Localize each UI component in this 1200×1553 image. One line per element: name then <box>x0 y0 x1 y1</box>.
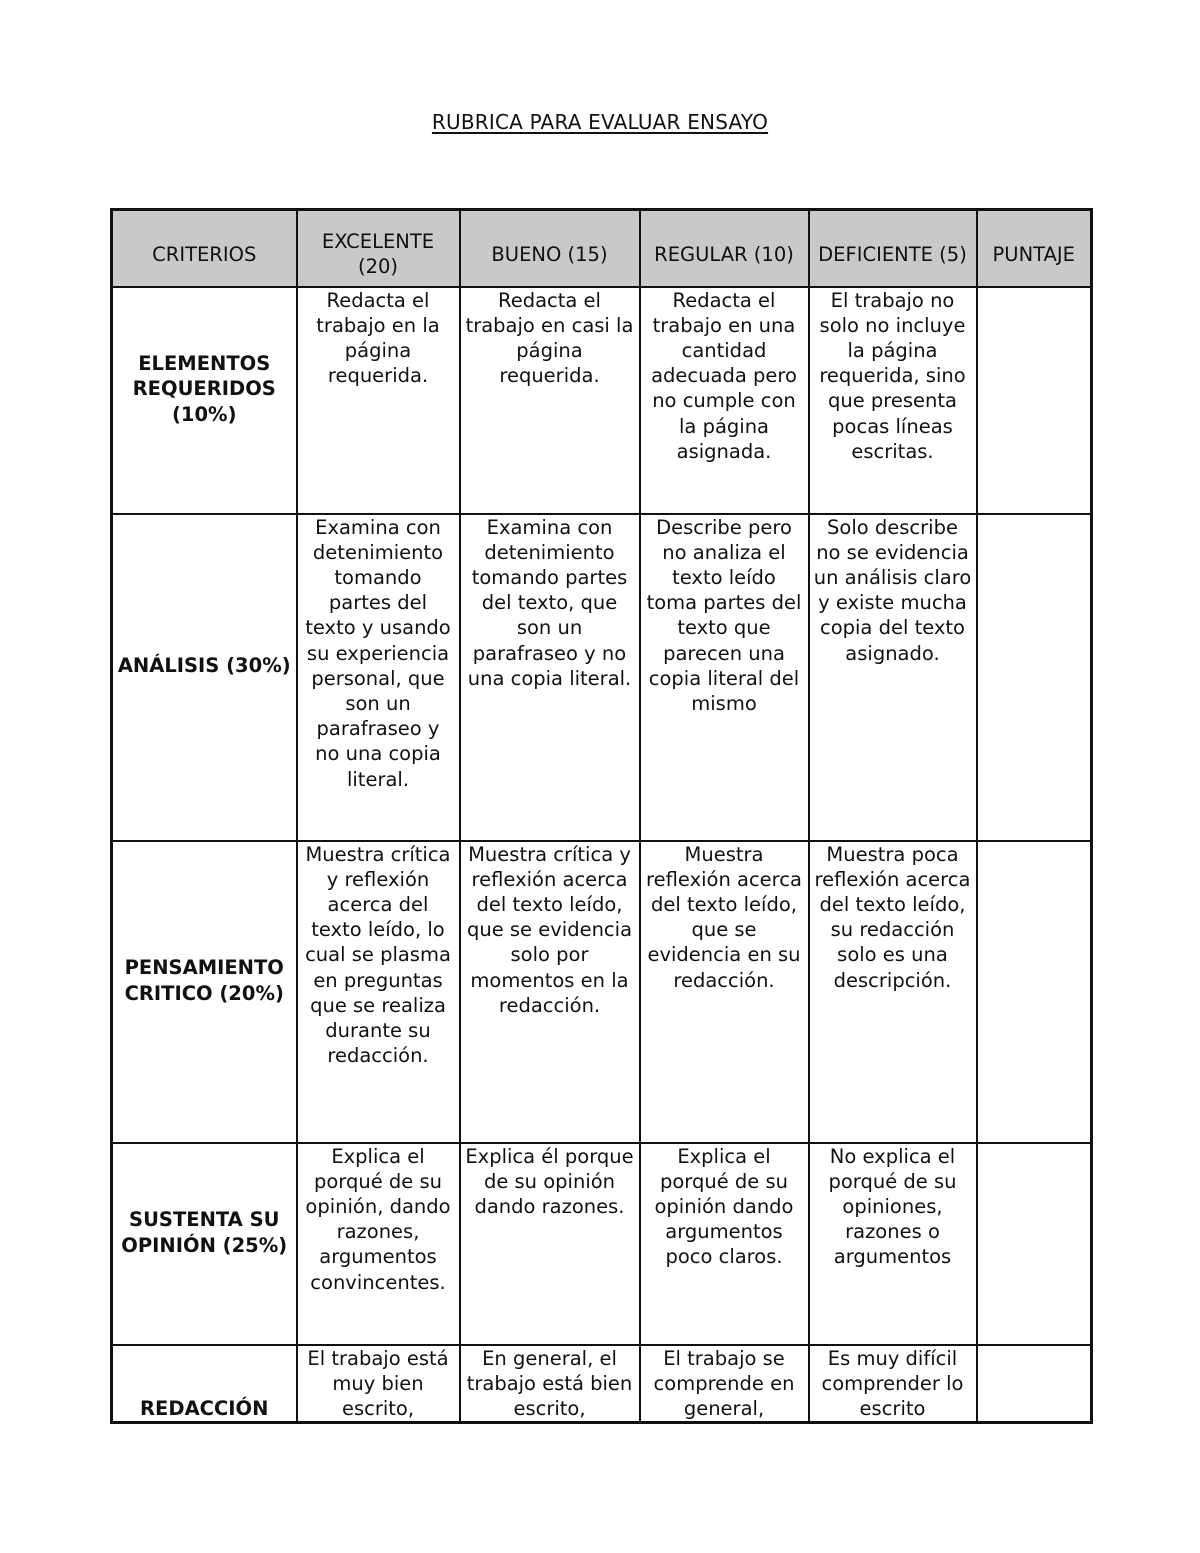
header-regular: REGULAR (10) <box>640 210 809 287</box>
header-puntaje: PUNTAJE <box>977 210 1092 287</box>
page-title: RUBRICA PARA EVALUAR ENSAYO <box>431 110 769 134</box>
deficiente-cell: Es muy difícil comprender lo escrito <box>809 1345 977 1423</box>
table-header-row <box>112 210 1092 287</box>
criterion-cell: PENSAMIENTO CRITICO (20%) <box>112 841 297 1143</box>
bueno-cell: Examina con detenimiento tomando partes del texto, que son un parafraseo y no una copia literal. <box>460 514 640 841</box>
criterion-cell: ELEMENTOS REQUERIDOS (10%) <box>112 287 297 514</box>
table-row <box>112 1345 1092 1423</box>
deficiente-cell: Solo describe no se evidencia un análisis claro y existe mucha copia del texto asignado. <box>809 514 977 841</box>
deficiente-cell: El trabajo no solo no incluye la página requerida, sino que presenta pocas líneas escritas. <box>809 287 977 514</box>
regular-cell: Muestra reflexión acerca del texto leído, que se evidencia en su redacción. <box>640 841 809 1143</box>
deficiente-cell: Muestra poca reflexión acerca del texto leído, su redacción solo es una descripción. <box>809 841 977 1143</box>
header-excelente: EXCELENTE (20) <box>297 210 460 287</box>
table-row <box>112 841 1092 1143</box>
header-criterios: CRITERIOS <box>112 210 297 287</box>
puntaje-cell[interactable] <box>977 1143 1092 1345</box>
criterion-cell: SUSTENTA SU OPINIÓN (25%) <box>112 1143 297 1345</box>
criterion-cell: REDACCIÓN <box>112 1345 297 1423</box>
header-deficiente: DEFICIENTE (5) <box>809 210 977 287</box>
table-row <box>112 287 1092 514</box>
table-row <box>112 1143 1092 1345</box>
bueno-cell: Redacta el trabajo en casi la página requerida. <box>460 287 640 514</box>
bueno-cell: En general, el trabajo está bien escrito, <box>460 1345 640 1423</box>
excelente-cell: El trabajo está muy bien escrito, <box>297 1345 460 1423</box>
regular-cell: Describe pero no analiza el texto leído toma partes del texto que parecen una copia literal del mismo <box>640 514 809 841</box>
puntaje-cell[interactable] <box>977 841 1092 1143</box>
excelente-cell: Redacta el trabajo en la página requerida. <box>297 287 460 514</box>
bueno-cell: Explica él porque de su opinión dando razones. <box>460 1143 640 1345</box>
excelente-cell: Muestra crítica y reflexión acerca del texto leído, lo cual se plasma en preguntas que se realiza durante su redacción. <box>297 841 460 1143</box>
bueno-cell: Muestra crítica y reflexión acerca del texto leído, que se evidencia solo por momentos en la redacción. <box>460 841 640 1143</box>
deficiente-cell: No explica el porqué de su opiniones, razones o argumentos <box>809 1143 977 1345</box>
regular-cell: El trabajo se comprende en general, <box>640 1345 809 1423</box>
regular-cell: Redacta el trabajo en una cantidad adecuada pero no cumple con la página asignada. <box>640 287 809 514</box>
excelente-cell: Examina con detenimiento tomando partes del texto y usando su experiencia personal, que son un parafraseo y no una copia literal. <box>297 514 460 841</box>
table-row <box>112 514 1092 841</box>
regular-cell: Explica el porqué de su opinión dando argumentos poco claros. <box>640 1143 809 1345</box>
excelente-cell: Explica el porqué de su opinión, dando razones, argumentos convincentes. <box>297 1143 460 1345</box>
header-bueno: BUENO (15) <box>460 210 640 287</box>
criterion-cell: ANÁLISIS (30%) <box>112 514 297 841</box>
rubric-table <box>110 208 1093 1424</box>
puntaje-cell[interactable] <box>977 287 1092 514</box>
puntaje-cell[interactable] <box>977 514 1092 841</box>
puntaje-cell[interactable] <box>977 1345 1092 1423</box>
